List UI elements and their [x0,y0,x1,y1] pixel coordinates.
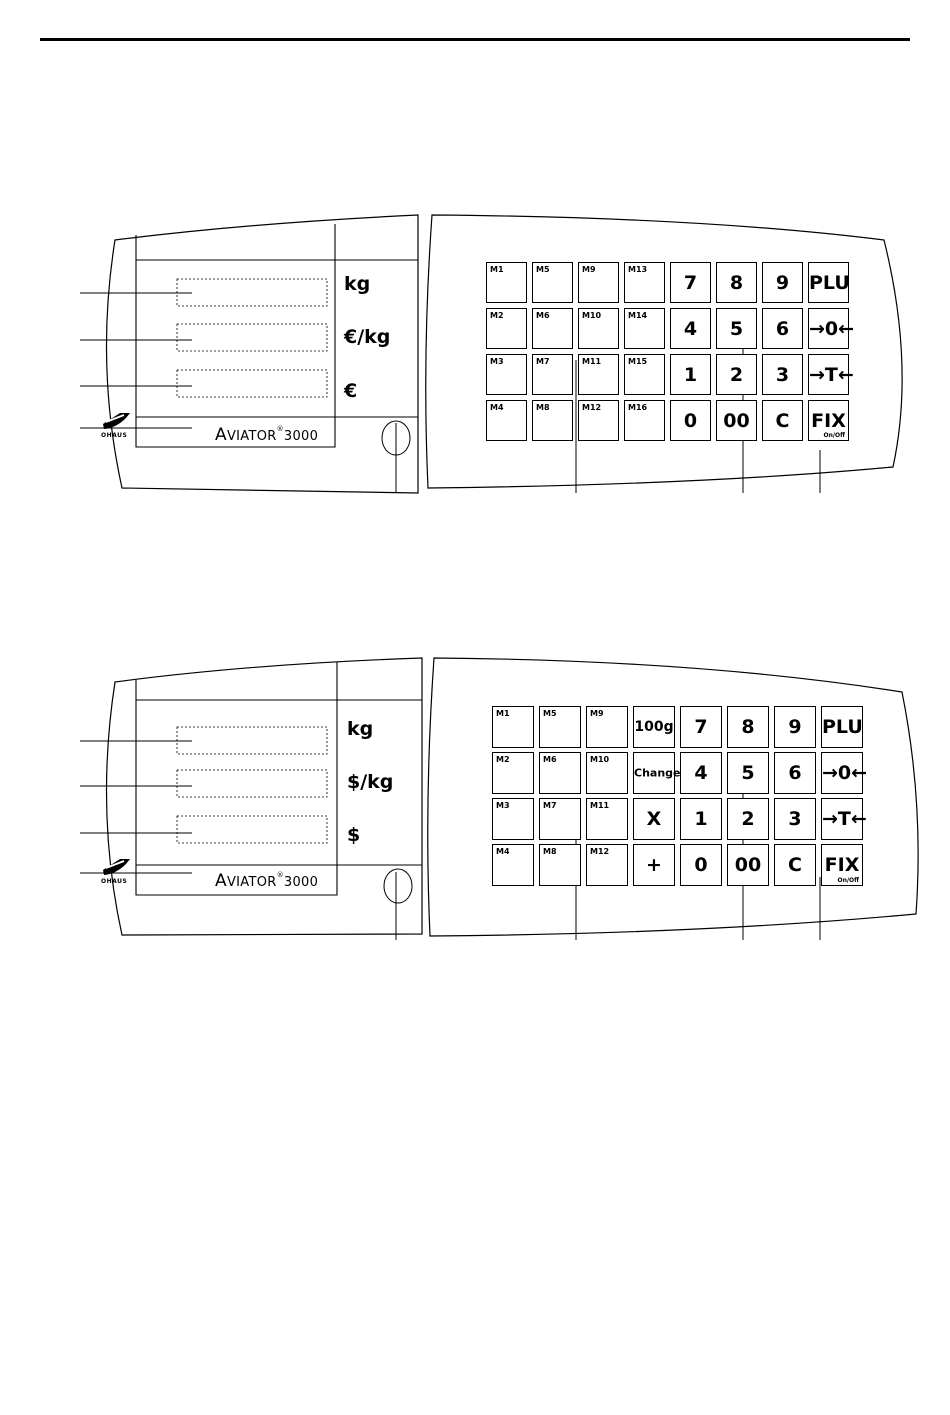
key-9[interactable] [762,262,803,303]
key-m12[interactable] [586,844,628,886]
key-label: 4 [683,317,698,340]
key-2[interactable] [716,354,757,395]
key-label: 0 [683,409,698,432]
key-label: 3 [775,363,790,386]
key-label: →0← [809,317,855,340]
key-7[interactable] [670,262,711,303]
key-plu[interactable] [821,706,863,748]
key-m5[interactable] [539,706,581,748]
unit-price-readout [177,770,327,797]
fix-sub-label: On/Off [837,877,859,884]
key-0[interactable] [670,400,711,441]
key-label: 1 [683,363,698,386]
key-0[interactable] [680,844,722,886]
key-label: 8 [741,716,755,738]
key-m12[interactable] [578,400,619,441]
key-m11[interactable] [578,354,619,395]
key-label: C [775,409,790,432]
key-change[interactable] [633,752,681,794]
key-label: M2 [496,755,510,764]
unit-price: $ [347,824,361,846]
key-tare[interactable] [821,798,867,840]
key-label: 00 [734,854,762,876]
key-m10[interactable] [578,308,619,349]
key-m8[interactable] [532,400,573,441]
logo-text: OHAUS [101,432,128,439]
key-4[interactable] [670,308,711,349]
key-3[interactable] [762,354,803,395]
key-100g[interactable] [633,706,675,748]
key-label: M1 [496,709,510,718]
key-label: 0 [694,854,708,876]
key-label: M9 [590,709,604,718]
key-m8[interactable] [539,844,581,886]
key-label: M15 [628,357,648,366]
key-label: M12 [582,403,602,412]
key-label: M11 [590,801,610,810]
unit-kg: kg [347,718,374,740]
key-m13[interactable] [624,262,665,303]
key-label: M6 [536,311,550,320]
key-label: M3 [496,801,510,810]
key-8[interactable] [716,262,757,303]
key-label: M9 [582,265,596,274]
key-fix[interactable] [808,400,849,441]
key-1[interactable] [680,798,722,840]
key-fix[interactable] [821,844,863,886]
brand-name: AVIATOR®3000 [215,425,319,445]
key-label: 5 [741,762,755,784]
key-00[interactable] [716,400,757,441]
key-m7[interactable] [532,354,573,395]
brand-name: AVIATOR®3000 [215,871,319,891]
unit-price-per-kg: €/kg [344,326,391,348]
key-label: M7 [536,357,550,366]
key-label: M6 [543,755,557,764]
key-7[interactable] [680,706,722,748]
key-label: M12 [590,847,610,856]
key-label: →T← [809,363,854,386]
key-m7[interactable] [539,798,581,840]
key-label: M3 [490,357,504,366]
top-rule [40,38,910,41]
key-label: 00 [723,409,750,432]
key-label: 7 [683,271,698,294]
key-3[interactable] [774,798,816,840]
key-label: 1 [694,808,708,830]
key-5[interactable] [716,308,757,349]
key-m4[interactable] [492,844,534,886]
key-label: 3 [788,808,802,830]
key-label: M4 [496,847,510,856]
key-label: M4 [490,403,504,412]
key-label: →T← [822,808,867,830]
key-m10[interactable] [586,752,628,794]
key-label: FIX [811,409,846,432]
key-[interactable] [633,844,675,886]
key-5[interactable] [727,752,769,794]
key-label: M14 [628,311,648,320]
key-label: M10 [582,311,602,320]
key-label: FIX [824,854,860,876]
key-label: M10 [590,755,610,764]
scale-diagram-us [0,652,950,952]
weight-readout [177,279,327,306]
key-label: PLU [809,271,850,294]
total-price-readout [177,816,327,843]
key-label: 9 [788,716,802,738]
key-zero[interactable] [821,752,868,794]
key-label: 8 [729,271,744,294]
logo-text: OHAUS [101,878,128,885]
key-label: 6 [775,317,790,340]
key-label: M2 [490,311,504,320]
key-label: Change [634,766,681,780]
key-4[interactable] [680,752,722,794]
key-m2[interactable] [492,752,534,794]
key-label: M8 [536,403,550,412]
key-label: M16 [628,403,648,412]
key-m3[interactable] [486,354,527,395]
key-label: 9 [775,271,790,294]
key-m1[interactable] [486,262,527,303]
key-m15[interactable] [624,354,665,395]
fix-sub-label: On/Off [823,432,845,439]
key-m16[interactable] [624,400,665,441]
key-c[interactable] [762,400,803,441]
key-m4[interactable] [486,400,527,441]
key-label: 4 [694,762,708,784]
key-m11[interactable] [586,798,628,840]
key-6[interactable] [762,308,803,349]
power-button-outline [384,869,412,903]
key-label: M5 [536,265,550,274]
key-6[interactable] [774,752,816,794]
key-m6[interactable] [532,308,573,349]
key-label: M5 [543,709,557,718]
key-label: C [788,854,802,876]
key-label: 6 [788,762,802,784]
key-label: M7 [543,801,557,810]
unit-kg: kg [344,273,371,295]
key-c[interactable] [774,844,816,886]
key-m5[interactable] [532,262,573,303]
key-m9[interactable] [578,262,619,303]
key-label: X [646,808,662,830]
key-plu[interactable] [808,262,849,303]
key-zero[interactable] [808,308,855,349]
key-label: 2 [741,808,755,830]
key-label: PLU [822,716,863,738]
key-x[interactable] [633,798,675,840]
key-label: M8 [543,847,557,856]
key-label: 100g [634,719,674,735]
unit-price-per-kg: $/kg [347,771,394,793]
unit-price: € [344,380,358,402]
total-price-readout [177,370,327,397]
key-tare[interactable] [808,354,854,395]
key-m14[interactable] [624,308,665,349]
key-label: 7 [694,716,708,738]
unit-price-readout [177,324,327,351]
key-m3[interactable] [492,798,534,840]
key-8[interactable] [727,706,769,748]
weight-readout [177,727,327,754]
key-m6[interactable] [539,752,581,794]
key-9[interactable] [774,706,816,748]
key-label: M1 [490,265,504,274]
key-label: + [646,854,662,876]
key-label: M13 [628,265,648,274]
key-m9[interactable] [586,706,628,748]
key-m2[interactable] [486,308,527,349]
key-1[interactable] [670,354,711,395]
scale-diagram-eu [0,205,950,505]
key-00[interactable] [727,844,769,886]
key-2[interactable] [727,798,769,840]
key-label: →0← [822,762,868,784]
key-label: 5 [729,317,744,340]
key-label: 2 [729,363,744,386]
key-label: M11 [582,357,602,366]
key-m1[interactable] [492,706,534,748]
